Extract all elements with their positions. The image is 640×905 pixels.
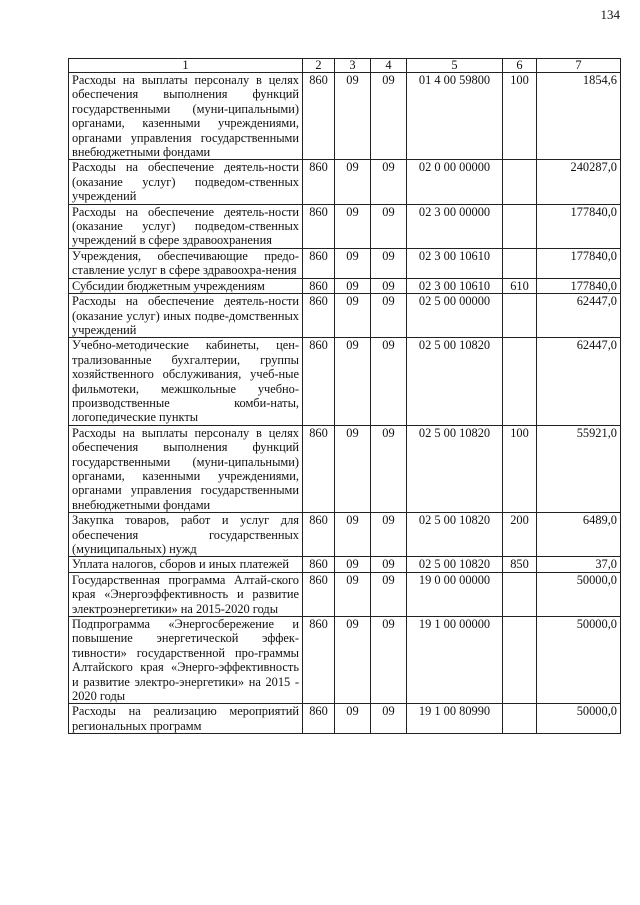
- column-header: 7: [537, 59, 621, 73]
- cell-subsection: 09: [371, 617, 407, 704]
- cell-section: 09: [335, 572, 371, 616]
- row-description: Расходы на обеспечение деятель-ности (оказание услуг) подведом-ственных учреждений: [69, 160, 303, 204]
- cell-section: 09: [335, 338, 371, 425]
- column-header: 1: [69, 59, 303, 73]
- cell-amount: 50000,0: [537, 704, 621, 734]
- cell-amount: 1854,6: [537, 73, 621, 160]
- table-row: [69, 248, 621, 278]
- cell-section: 09: [335, 278, 371, 293]
- cell-subsection: 09: [371, 572, 407, 616]
- row-description: Уплата налогов, сборов и иных платежей: [69, 557, 303, 572]
- column-header: 4: [371, 59, 407, 73]
- cell-section: 09: [335, 160, 371, 204]
- cell-target-article: 02 5 00 00000: [407, 294, 503, 338]
- cell-subsection: 09: [371, 160, 407, 204]
- cell-amount: 55921,0: [537, 425, 621, 512]
- cell-expense-type: [503, 338, 537, 425]
- table-row: [69, 617, 621, 704]
- cell-section: 09: [335, 513, 371, 557]
- cell-amount: 177840,0: [537, 204, 621, 248]
- cell-expense-type: 200: [503, 513, 537, 557]
- cell-amount: 6489,0: [537, 513, 621, 557]
- cell-subsection: 09: [371, 557, 407, 572]
- row-description: Расходы на обеспечение деятель-ности (оказание услуг) иных подве-домственных учреждений: [69, 294, 303, 338]
- cell-subsection: 09: [371, 73, 407, 160]
- row-description: Расходы на обеспечение деятель-ности (оказание услуг) подведом-ственных учреждений в сфере здравоохранения: [69, 204, 303, 248]
- table-row: [69, 204, 621, 248]
- cell-chapter: 860: [303, 617, 335, 704]
- cell-target-article: 02 5 00 10820: [407, 425, 503, 512]
- cell-subsection: 09: [371, 513, 407, 557]
- cell-expense-type: [503, 572, 537, 616]
- cell-section: 09: [335, 617, 371, 704]
- cell-subsection: 09: [371, 204, 407, 248]
- table-header-row: [69, 59, 621, 73]
- cell-target-article: 01 4 00 59800: [407, 73, 503, 160]
- table-row: [69, 73, 621, 160]
- cell-subsection: 09: [371, 425, 407, 512]
- cell-target-article: 19 1 00 80990: [407, 704, 503, 734]
- cell-subsection: 09: [371, 278, 407, 293]
- cell-chapter: 860: [303, 704, 335, 734]
- cell-target-article: 02 0 00 00000: [407, 160, 503, 204]
- budget-table: [68, 58, 621, 734]
- row-description: Учреждения, обеспечивающие предо-ставление услуг в сфере здравоохра-нения: [69, 248, 303, 278]
- row-description: Субсидии бюджетным учреждениям: [69, 278, 303, 293]
- cell-chapter: 860: [303, 572, 335, 616]
- cell-amount: 50000,0: [537, 617, 621, 704]
- row-description: Закупка товаров, работ и услуг для обеспечения государственных (муниципальных) нужд: [69, 513, 303, 557]
- cell-chapter: 860: [303, 204, 335, 248]
- row-description: Государственная программа Алтай-ского края «Энергоэффективность и развитие электроэнергетики» на 2015-2020 годы: [69, 572, 303, 616]
- cell-target-article: 02 3 00 10610: [407, 278, 503, 293]
- cell-target-article: 19 0 00 00000: [407, 572, 503, 616]
- cell-subsection: 09: [371, 294, 407, 338]
- row-description: Подпрограмма «Энергосбережение и повышение энергетической эффек-тивности» государственной про-граммы Алтайского края «Энерго-эффективность и развитие электро-энергетики» на 2015 - 2020 годы: [69, 617, 303, 704]
- cell-subsection: 09: [371, 338, 407, 425]
- table-row: [69, 557, 621, 572]
- table-row: [69, 294, 621, 338]
- cell-target-article: 02 5 00 10820: [407, 513, 503, 557]
- cell-chapter: 860: [303, 160, 335, 204]
- cell-chapter: 860: [303, 294, 335, 338]
- cell-section: 09: [335, 557, 371, 572]
- cell-amount: 240287,0: [537, 160, 621, 204]
- cell-expense-type: 850: [503, 557, 537, 572]
- cell-chapter: 860: [303, 338, 335, 425]
- cell-expense-type: [503, 160, 537, 204]
- page-number: 134: [600, 7, 620, 22]
- cell-chapter: 860: [303, 425, 335, 512]
- cell-expense-type: 100: [503, 425, 537, 512]
- cell-amount: 177840,0: [537, 248, 621, 278]
- column-header: 2: [303, 59, 335, 73]
- table-row: [69, 572, 621, 616]
- cell-section: 09: [335, 704, 371, 734]
- row-description: Расходы на реализацию мероприятий региональных программ: [69, 704, 303, 734]
- cell-expense-type: [503, 704, 537, 734]
- cell-expense-type: 100: [503, 73, 537, 160]
- row-description: Учебно-методические кабинеты, цен-трализованные бухгалтерии, группы хозяйственного обслуживания, учеб-ные фильмотеки, межшкольные учебно-производственные комби-наты, логопедические пункты: [69, 338, 303, 425]
- cell-chapter: 860: [303, 557, 335, 572]
- cell-expense-type: [503, 617, 537, 704]
- cell-subsection: 09: [371, 248, 407, 278]
- table-row: [69, 513, 621, 557]
- cell-expense-type: 610: [503, 278, 537, 293]
- table-row: [69, 425, 621, 512]
- cell-section: 09: [335, 425, 371, 512]
- cell-amount: 62447,0: [537, 294, 621, 338]
- cell-amount: 177840,0: [537, 278, 621, 293]
- cell-amount: 50000,0: [537, 572, 621, 616]
- table-row: [69, 160, 621, 204]
- cell-chapter: 860: [303, 278, 335, 293]
- cell-target-article: 02 5 00 10820: [407, 557, 503, 572]
- cell-amount: 62447,0: [537, 338, 621, 425]
- cell-chapter: 860: [303, 73, 335, 160]
- table-row: [69, 704, 621, 734]
- cell-section: 09: [335, 73, 371, 160]
- cell-section: 09: [335, 248, 371, 278]
- column-header: 6: [503, 59, 537, 73]
- cell-target-article: 19 1 00 00000: [407, 617, 503, 704]
- cell-expense-type: [503, 294, 537, 338]
- cell-subsection: 09: [371, 704, 407, 734]
- cell-section: 09: [335, 294, 371, 338]
- cell-chapter: 860: [303, 513, 335, 557]
- column-header: 3: [335, 59, 371, 73]
- row-description: Расходы на выплаты персоналу в целях обеспечения выполнения функций государственными (муни-ципальными) органами, казенными учреждениями, органами управления государственными внебюджетными фондами: [69, 73, 303, 160]
- cell-amount: 37,0: [537, 557, 621, 572]
- column-header: 5: [407, 59, 503, 73]
- cell-chapter: 860: [303, 248, 335, 278]
- table-row: [69, 338, 621, 425]
- cell-expense-type: [503, 248, 537, 278]
- row-description: Расходы на выплаты персоналу в целях обеспечения выполнения функций государственными (муни-ципальными) органами, казенными учреждениями, органами управления государственными внебюджетными фондами: [69, 425, 303, 512]
- cell-target-article: 02 5 00 10820: [407, 338, 503, 425]
- cell-expense-type: [503, 204, 537, 248]
- cell-target-article: 02 3 00 10610: [407, 248, 503, 278]
- table-row: [69, 278, 621, 293]
- cell-target-article: 02 3 00 00000: [407, 204, 503, 248]
- cell-section: 09: [335, 204, 371, 248]
